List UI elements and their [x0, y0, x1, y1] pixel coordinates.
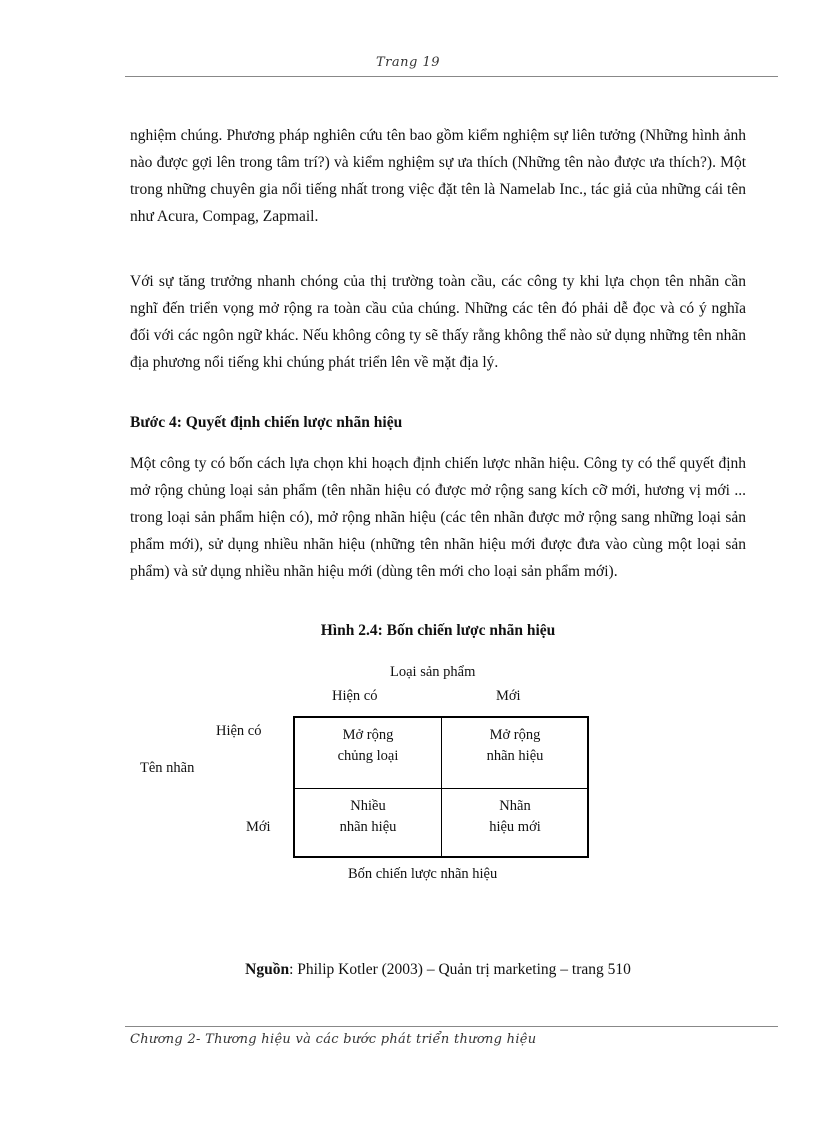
column-label-existing: Hiện có [332, 688, 378, 704]
strategy-matrix [293, 716, 589, 858]
cell-multibrands: Nhiều nhãn hiệu [339, 798, 397, 835]
page-number-label: Trang 19 [375, 55, 440, 70]
figure-caption: Bốn chiến lược nhãn hiệu [348, 866, 498, 882]
row-axis-label: Tên nhãn [140, 760, 195, 776]
source-label: Nguồn [245, 961, 290, 978]
cell-new-brands: Nhãn hiệu mới [489, 798, 541, 835]
paragraph-2: Với sự tăng trưởng nhanh chóng của thị trường toàn cầu, các công ty khi lựa chọn tên nhãn cần nghĩ đến triển vọng mở rộng ra toàn cầu của chúng. Những các tên đó phải dễ đọc và có ý nghĩa đối với các ngôn ngữ khác. Nếu không công ty sẽ thấy rằng không thể nào sử dụng những tên nhãn địa phương nổi tiếng khi chúng phát triển lên về mặt địa lý. [130, 273, 746, 371]
footer-divider [125, 1026, 778, 1027]
column-label-new: Mới [496, 688, 521, 704]
row-label-new: Mới [246, 819, 271, 835]
matrix-horizontal-divider [295, 788, 587, 789]
step-heading: Bước 4: Quyết định chiến lược nhãn hiệu [130, 414, 403, 431]
cell-line-extension: Mở rộng chủng loại [337, 727, 399, 764]
row-label-existing: Hiện có [216, 723, 262, 739]
chapter-label: Chương 2- Thương hiệu và các bước phát triển thương hiệu [130, 1032, 537, 1047]
figure-title: Hình 2.4: Bốn chiến lược nhãn hiệu [320, 622, 556, 639]
source-text: : Philip Kotler (2003) – Quản trị marketing – trang 510 [289, 961, 631, 978]
header-divider [125, 76, 778, 77]
source-citation [0, 961, 816, 979]
paragraph-1: nghiệm chúng. Phương pháp nghiên cứu tên bao gồm kiểm nghiệm sự liên tưởng (Những hình ảnh nào được gợi lên trong tâm trí?) và kiểm nghiệm sự ưa thích (Những tên nào được ưa thích?). Một trong những chuyên gia nổi tiếng nhất trong việc đặt tên là Namelab Inc., tác giả của những cái tên như Acura, Compag, Zapmail. [130, 127, 746, 225]
cell-brand-extension: Mở rộng nhãn hiệu [486, 727, 544, 764]
paragraph-3: Một công ty có bốn cách lựa chọn khi hoạch định chiến lược nhãn hiệu. Công ty có thể quyết định mở rộng chủng loại sản phẩm (tên nhãn hiệu có được mở rộng sang kích cỡ mới, hương vị mới ... trong loại sản phẩm hiện có), mở rộng nhãn hiệu (các tên nhãn được mở rộng sang những loại sản phẩm mới), sử dụng nhiều nhãn hiệu (những tên nhãn hiệu mới được đưa vào cùng một loại sản phẩm) và sử dụng nhiều nhãn hiệu mới (dùng tên mới cho loại sản phẩm mới). [130, 455, 746, 580]
column-axis-label: Loại sản phẩm [390, 664, 476, 680]
